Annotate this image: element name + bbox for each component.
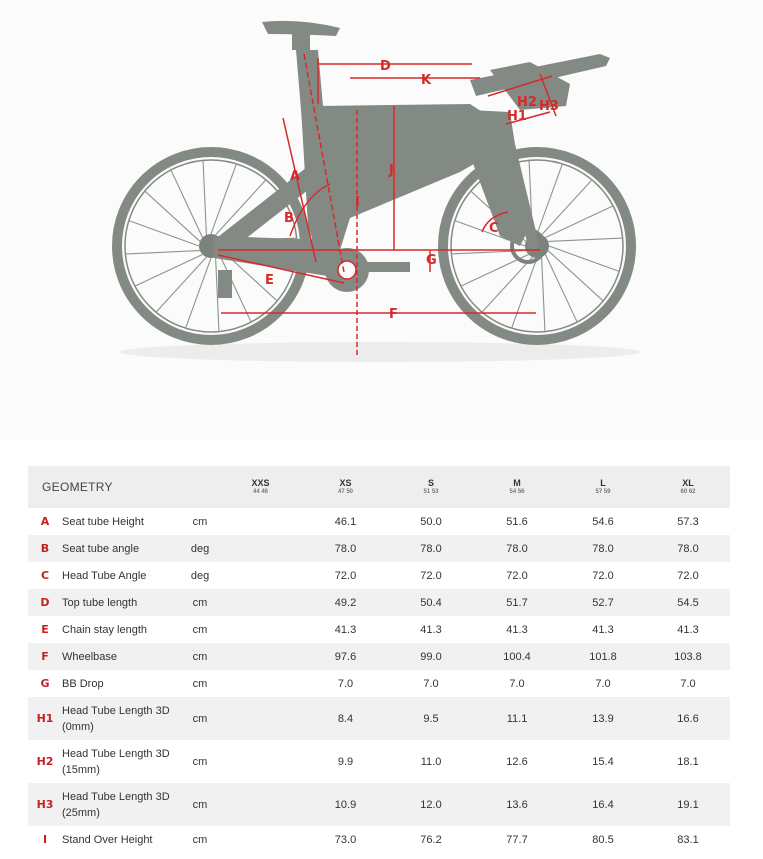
spoke: [548, 251, 603, 301]
row-unit: cm: [192, 596, 208, 609]
row-unit: cm: [192, 798, 208, 811]
row-value: 51.6: [506, 515, 528, 528]
row-value: [218, 826, 303, 853]
label-e: E: [265, 273, 274, 288]
size-name: XL: [682, 478, 694, 488]
size-range: 47 50: [338, 489, 354, 495]
row-name: Chain stay length: [62, 623, 147, 636]
table-row: [28, 535, 730, 562]
row-letter: H3: [36, 798, 54, 811]
table-row: [28, 783, 730, 826]
label-c: C: [489, 221, 499, 236]
table-row: [28, 740, 730, 783]
label-g: G: [426, 253, 437, 268]
table-row: [28, 643, 730, 670]
row-value: 103.8: [674, 650, 702, 663]
row-value: 41.3: [592, 623, 614, 636]
size-range: 44 46: [253, 489, 269, 495]
size-range: 54 56: [509, 489, 525, 495]
row-value: [218, 670, 303, 697]
size-header-s: [388, 466, 474, 508]
row-value: 54.5: [677, 596, 699, 609]
size-header-xl: [646, 466, 730, 508]
row-unit: cm: [192, 833, 208, 846]
row-value: 15.4: [592, 755, 614, 768]
spoke: [545, 254, 577, 322]
label-h3: H3: [539, 99, 559, 114]
row-value: 11.0: [420, 755, 442, 768]
bike-frame: [214, 21, 610, 298]
row-value: 7.0: [595, 677, 611, 690]
row-unit: deg: [190, 542, 210, 555]
size-header-xs: [303, 466, 388, 508]
geometry-table: [28, 466, 730, 853]
row-value: 11.1: [506, 712, 528, 725]
row-value: [218, 589, 303, 616]
label-j: J: [389, 163, 394, 178]
row-value: 99.0: [420, 650, 442, 663]
row-value: 9.5: [423, 712, 439, 725]
row-name: Head Tube Length 3D (25mm): [62, 790, 170, 819]
row-value: 7.0: [337, 677, 354, 690]
row-value: 52.7: [592, 596, 614, 609]
row-name: Head Tube Length 3D (15mm): [62, 747, 170, 776]
row-value: 16.6: [677, 712, 699, 725]
row-letter: F: [41, 650, 49, 663]
row-value: [218, 562, 303, 589]
size-name: L: [600, 478, 606, 488]
row-value: 78.0: [420, 542, 442, 555]
row-value: 78.0: [506, 542, 528, 555]
row-name: Top tube length: [62, 596, 138, 609]
row-value: 72.0: [592, 569, 614, 582]
row-value: 12.6: [506, 755, 528, 768]
label-d: D: [380, 59, 391, 74]
row-value: [218, 535, 303, 562]
row-unit: deg: [190, 569, 210, 582]
row-value: [218, 616, 303, 643]
row-unit: cm: [192, 755, 208, 768]
row-value: 77.7: [506, 833, 528, 846]
spoke: [542, 180, 592, 235]
spoke: [125, 251, 200, 254]
spoke: [203, 160, 206, 235]
size-header-xxs: [218, 466, 303, 508]
row-value: 57.3: [677, 515, 699, 528]
row-name: Head Tube Length 3D (0mm): [62, 704, 170, 733]
bottom-bracket-marker: [338, 261, 356, 279]
row-letter: G: [40, 677, 50, 690]
table-row: [28, 670, 730, 697]
row-value: 72.0: [506, 569, 528, 582]
size-name: M: [513, 478, 521, 488]
label-a: A: [290, 169, 301, 184]
row-value: 7.0: [423, 677, 439, 690]
row-letter: D: [40, 596, 50, 609]
row-unit: cm: [192, 677, 208, 690]
spoke: [156, 257, 206, 312]
row-value: 41.3: [677, 623, 699, 636]
row-letter: C: [40, 569, 50, 582]
label-h1: H1: [507, 109, 527, 124]
row-value: 49.2: [334, 596, 357, 609]
size-header-l: [560, 466, 646, 508]
row-value: 51.7: [506, 596, 528, 609]
spoke: [135, 254, 203, 286]
row-name: Stand Over Height: [62, 833, 153, 846]
row-value: 54.6: [592, 515, 614, 528]
row-letter: A: [40, 515, 50, 528]
spoke: [537, 164, 562, 234]
row-value: 7.0: [509, 677, 525, 690]
row-value: 13.6: [506, 798, 528, 811]
row-value: 41.3: [506, 623, 528, 636]
row-name: Seat tube Height: [62, 515, 144, 528]
row-value: 100.4: [503, 650, 531, 663]
size-range: 57 59: [595, 489, 611, 495]
row-value: 72.0: [677, 569, 699, 582]
row-value: 8.4: [337, 712, 354, 725]
size-name: XS: [339, 478, 352, 488]
row-value: 80.5: [592, 833, 614, 846]
row-unit: cm: [192, 650, 208, 663]
row-unit: cm: [192, 623, 208, 636]
label-k: K: [421, 73, 432, 88]
row-value: 50.0: [420, 515, 442, 528]
row-value: 19.1: [677, 798, 699, 811]
row-value: 7.0: [680, 677, 696, 690]
row-letter: H2: [36, 755, 54, 768]
row-value: 10.9: [334, 798, 357, 811]
table-row: [28, 589, 730, 616]
row-value: 13.9: [592, 712, 614, 725]
row-value: [218, 508, 303, 535]
row-letter: B: [40, 542, 50, 555]
row-value: 72.0: [420, 569, 442, 582]
row-value: 78.0: [677, 542, 699, 555]
row-name: BB Drop: [62, 677, 104, 690]
spoke: [186, 258, 211, 328]
table-header-row: [28, 466, 730, 508]
row-value: 50.4: [420, 596, 442, 609]
spoke: [211, 164, 236, 234]
spoke: [129, 221, 199, 246]
table-row: [28, 697, 730, 740]
row-letter: I: [42, 833, 48, 846]
row-value: [218, 740, 303, 783]
spoke: [482, 257, 532, 312]
row-value: 16.4: [592, 798, 614, 811]
row-value: 41.3: [420, 623, 442, 636]
spoke: [145, 191, 200, 241]
label-i: I: [355, 195, 360, 210]
row-letter: E: [41, 623, 49, 636]
label-f: F: [389, 307, 398, 322]
size-range: 60 62: [680, 489, 696, 495]
row-name: Wheelbase: [62, 650, 118, 663]
row-value: 78.0: [334, 542, 357, 555]
row-unit: cm: [192, 515, 208, 528]
size-range: 51 53: [423, 489, 439, 495]
row-value: [218, 783, 303, 826]
row-value: 41.3: [334, 623, 357, 636]
size-name: XXS: [251, 478, 270, 488]
row-value: 12.0: [420, 798, 442, 811]
ground-shadow: [120, 342, 640, 362]
size-header-m: [474, 466, 560, 508]
row-value: 73.0: [334, 833, 357, 846]
spoke: [549, 246, 619, 271]
label-h2: H2: [517, 95, 537, 110]
row-value: [218, 643, 303, 670]
row-value: 78.0: [592, 542, 614, 555]
row-value: 76.2: [420, 833, 442, 846]
spoke: [548, 238, 623, 241]
table-row: [28, 616, 730, 643]
row-value: 46.1: [334, 515, 357, 528]
row-value: 101.8: [589, 650, 617, 663]
row-letter: H1: [36, 712, 54, 725]
spoke: [171, 170, 203, 238]
spoke: [512, 258, 537, 328]
row-unit: cm: [192, 712, 208, 725]
row-value: [218, 697, 303, 740]
row-name: Seat tube angle: [62, 542, 140, 555]
row-value: 9.9: [337, 755, 354, 768]
row-name: Head Tube Angle: [62, 569, 147, 582]
size-name: S: [428, 478, 435, 488]
row-value: 83.1: [677, 833, 699, 846]
row-value: 18.1: [677, 755, 699, 768]
table-row: [28, 508, 730, 535]
row-value: 97.6: [334, 650, 357, 663]
spoke: [542, 257, 545, 332]
spoke: [545, 206, 613, 238]
table-row: [28, 826, 730, 853]
table-header-title: GEOMETRY: [42, 480, 113, 494]
row-value: 72.0: [334, 569, 357, 582]
table-row: [28, 562, 730, 589]
label-b: B: [284, 211, 294, 226]
